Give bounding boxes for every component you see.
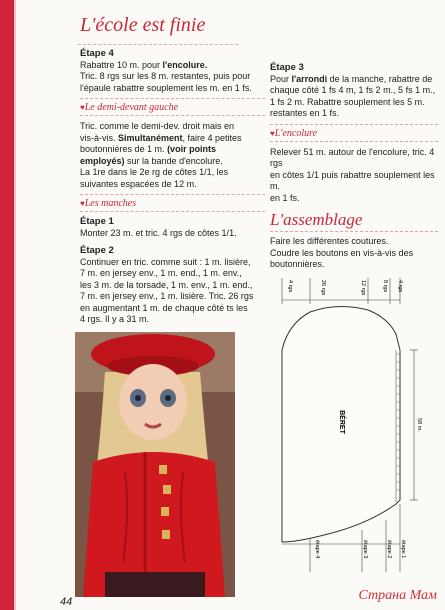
bottom-label: étape 1 [400,540,406,559]
etape2-line: Continuer en tric. comme suit : 1 m. lisière, [80,256,251,267]
etape2-line: les 3 m. de la torsade, 1 m. env., 1 m. end., [80,279,253,290]
section-assemblage-title: L'assemblage [270,210,363,229]
right-column [270,62,438,271]
bottom-label: étape 4 [314,540,320,559]
title-underline [78,44,238,46]
divider [80,98,265,100]
demi-devant-line-4: employés) sur la bande d'encolure. [80,155,223,166]
watermark: Страна Мам [358,588,437,603]
bottom-label: étape 3 [362,540,368,559]
encolure-line: en côtes 1/1 puis rabattre souplement les m. [270,169,435,191]
section-manches-title: ♥ Les manches [80,198,265,209]
section-demi-devant-title: ♥ Le demi-devant gauche [80,102,265,113]
divider [80,115,265,117]
etape3-line-1: Pour l'arrondi de la manche, rabattre de [270,73,433,84]
divider [270,231,438,233]
etape1-text: Monter 23 m. et tric. 4 rgs de côtes 1/1. [80,227,237,238]
demi-devant-line-1: Tric. comme le demi-dev. droit mais en [80,121,235,131]
assemblage-line: Coudre les boutons en vis-à-vis des [270,247,414,258]
etape2-heading: Étape 2 [80,245,114,256]
bottom-label: étape 2 [386,540,392,559]
page-title: L'école est finie [80,14,206,36]
etape2-line: 4 rgs. Il y a 31 m. [80,314,150,324]
etape2-line: 7 m. en jersey env., 1 m. lisière. Tric. 26 rgs [80,291,254,301]
divider [270,124,438,126]
etape3-line-4: restantes en 1 fs. [270,108,340,118]
divider [80,194,265,196]
etape2-line: 7 m. en jersey env., 1 m. end., 1 m. env., [80,268,242,278]
assemblage-line: boutonnières. [270,259,325,269]
top-label: 4 rgs [397,280,403,293]
demi-devant-line-3: boutonnières de 1 m. (voir points [80,144,217,154]
etape4-line-2: Tric. 8 rgs sur les 8 m. restantes, puis pour [80,71,251,81]
divider [270,141,438,143]
etape4-line-1: Rabattre 10 m. pour l'encolure. [80,59,208,70]
etape4-heading: Étape 4 [80,48,114,59]
divider [80,211,265,213]
top-label: 8 rgs [382,280,388,293]
height-label: 58 m. [416,418,422,432]
etape4-line-3: l'épaule rabattre souplement les m. en 1 fs. [80,82,252,93]
section-encolure-title: ♥ L'encolure [270,128,438,139]
top-label: 12 rgs [360,280,366,296]
etape3-heading: Étape 3 [270,62,304,73]
page-edge-band [0,0,14,610]
assemblage-line: Faire les différentes coutures. [270,236,389,246]
left-column [80,48,265,326]
beret-diagram [268,272,428,572]
encolure-line: en 1 fs. [270,192,300,203]
beret-label: BÉRET [338,410,345,434]
demi-devant-line-6: suivantes espacées de 12 m. [80,178,197,189]
etape3-line-2: chaque côté 1 fs 4 m, 1 fs 2 m., 5 fs 1 m., [270,85,436,95]
doll-photo [75,332,235,597]
encolure-line: Relever 51 m. autour de l'encolure, tric. 4 rgs [270,146,435,168]
etape2-line: en augmentant 1 m. de chaque côté ts les [80,302,248,313]
top-label: 26 rgs [320,280,326,296]
page-edge-band-light [14,0,16,610]
top-label: 4 rgs [287,280,293,293]
page-number: 44 [60,596,73,608]
etape1-heading: Étape 1 [80,216,114,227]
etape3-line-3: 1 fs 2 m. Rabattre souplement les 5 m. [270,96,425,107]
demi-devant-line-2: vis-à-vis. Simultanément, faire 4 petites [80,132,242,143]
demi-devant-line-5: La 1re dans le 2e rg de côtes 1/1, les [80,167,229,177]
